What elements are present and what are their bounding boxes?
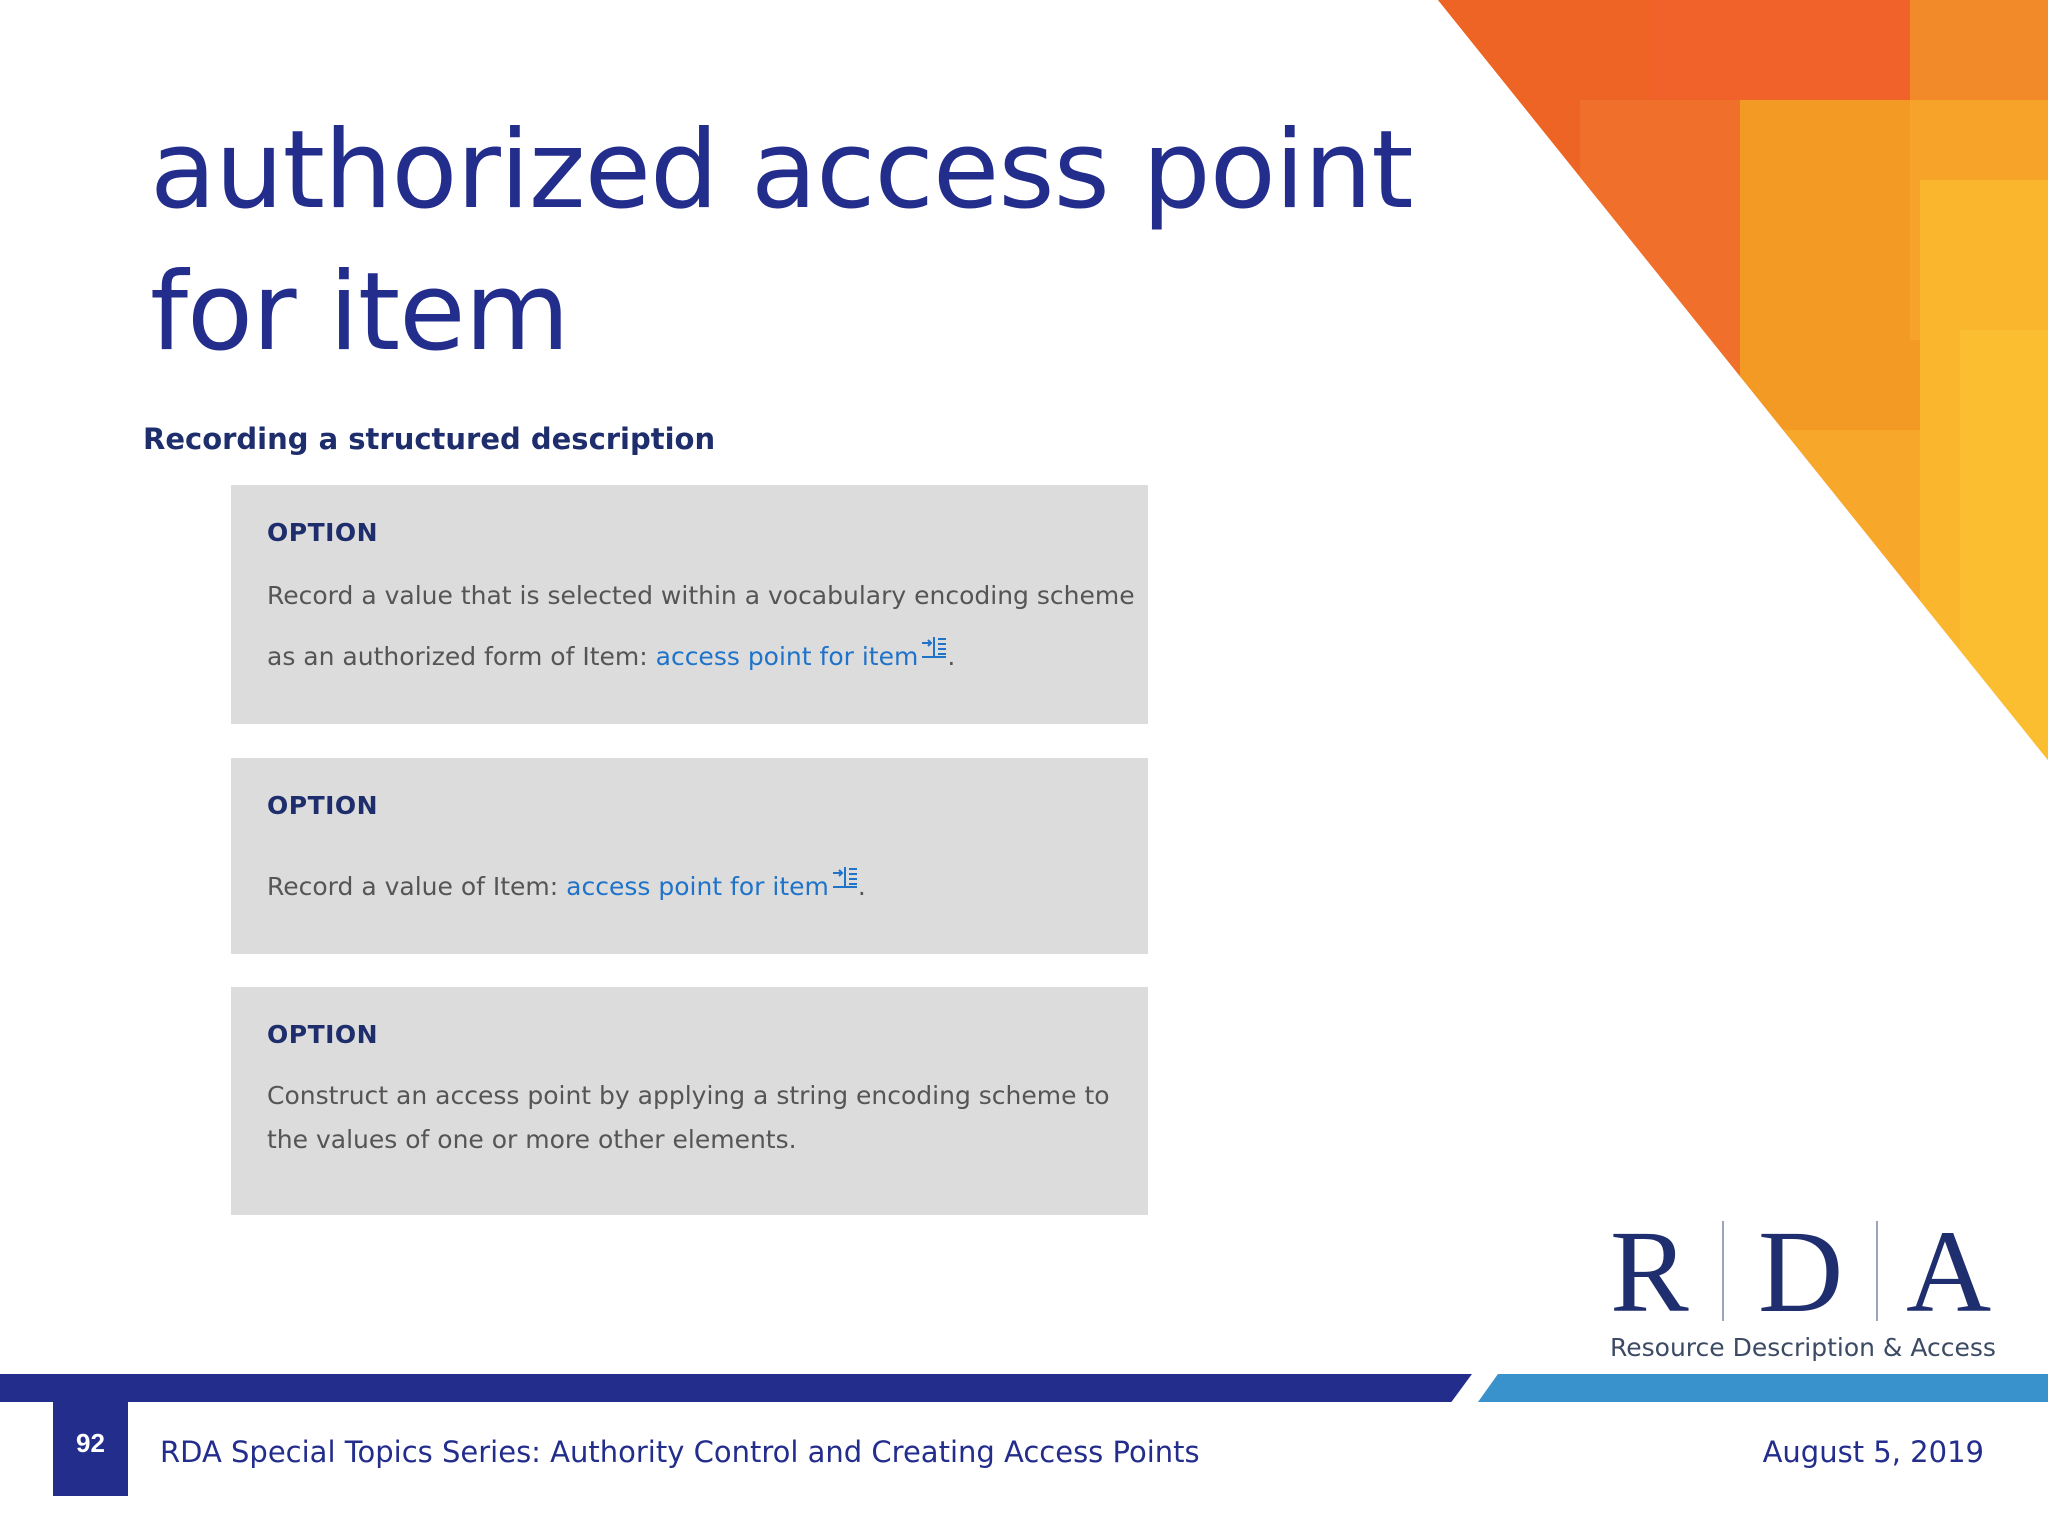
option-text-line: the values of one or more other elements. bbox=[267, 1125, 797, 1154]
expand-list-icon[interactable] bbox=[921, 635, 947, 665]
option-label: OPTION bbox=[267, 791, 379, 820]
logo-letter-r: R bbox=[1610, 1206, 1689, 1337]
option-label: OPTION bbox=[267, 1020, 379, 1049]
option-text-line: Construct an access point by applying a string encoding scheme to bbox=[267, 1081, 1110, 1110]
section-heading: Recording a structured description bbox=[143, 422, 716, 456]
logo-tagline: Resource Description & Access bbox=[1610, 1333, 1996, 1362]
logo-separator bbox=[1722, 1221, 1724, 1321]
option-text-suffix: . bbox=[857, 872, 866, 901]
access-point-for-item-link[interactable]: access point for item bbox=[655, 642, 919, 671]
option-label: OPTION bbox=[267, 518, 379, 547]
page-number: 92 bbox=[53, 1400, 128, 1496]
logo-letter-d: D bbox=[1758, 1206, 1844, 1337]
rda-logo bbox=[1600, 1206, 2000, 1365]
footer-series-title: RDA Special Topics Series: Authority Control and Creating Access Points bbox=[160, 1435, 1200, 1469]
option-text-prefix: Record a value of Item: bbox=[267, 872, 567, 901]
footer-bar-dark bbox=[0, 1374, 1472, 1402]
rda-logo-letters bbox=[1600, 1206, 2000, 1337]
option-box-3 bbox=[231, 987, 1148, 1215]
option-text-prefix: as an authorized form of Item: bbox=[267, 642, 656, 671]
slide-title: authorized access point for item bbox=[150, 108, 1413, 375]
option-text-line bbox=[267, 635, 955, 671]
option-box-2 bbox=[231, 758, 1148, 954]
footer-bar-light bbox=[1478, 1374, 2048, 1402]
option-box-1 bbox=[231, 485, 1148, 724]
expand-list-icon[interactable] bbox=[832, 865, 858, 895]
option-text-line: Record a value that is selected within a vocabulary encoding scheme bbox=[267, 581, 1135, 610]
option-text-suffix: . bbox=[947, 642, 956, 671]
footer-date: August 5, 2019 bbox=[1762, 1435, 1984, 1469]
logo-letter-a: A bbox=[1906, 1206, 1992, 1337]
option-text-line bbox=[267, 865, 866, 901]
logo-separator bbox=[1876, 1221, 1878, 1321]
access-point-for-item-link[interactable]: access point for item bbox=[566, 872, 829, 901]
